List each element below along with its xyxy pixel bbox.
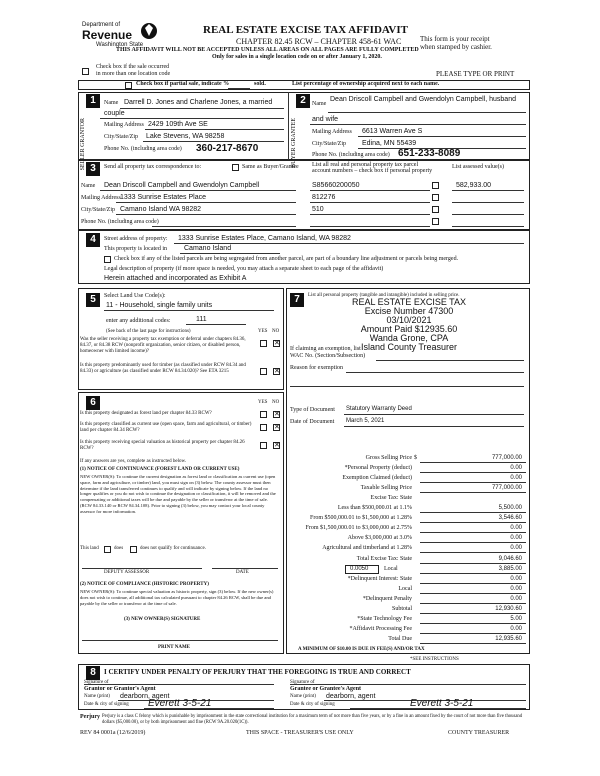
partial-sale-label: Check box if partial sale, indicate % (136, 81, 230, 87)
this-land-label: This land (80, 546, 99, 551)
tax-value-subtotal[interactable]: 12,930.60 (495, 606, 522, 612)
seller-name-field[interactable]: Darrell D. Jones and Charlene Jones, a married (124, 99, 273, 106)
does-not-label: does not qualify for continuance. (140, 546, 206, 551)
segregate-checkbox[interactable] (104, 256, 111, 263)
tax-label-exemption: Exemption Claimed (deduct) (342, 475, 412, 481)
grantor-agent-label: Grantor or Grantor's Agent (84, 686, 156, 692)
form-revision: REV 84 0001a (12/6/2019) (80, 730, 146, 736)
agency-state: Washington State (96, 42, 144, 48)
corr-city-field[interactable]: Camano Island WA 98282 (120, 206, 202, 213)
seller-phone-field[interactable]: 360-217-8670 (196, 143, 259, 154)
same-as-buyer-checkbox[interactable] (232, 164, 239, 171)
wac-label: WAC No. (Section/Subsection) (290, 353, 366, 359)
section-6-number: 6 (86, 396, 100, 410)
section-8-number: 8 (86, 666, 100, 680)
tax-value-total-state[interactable]: 9,046.60 (498, 556, 522, 562)
seller-phone-label: Phone No. (including area code) (104, 146, 182, 152)
doc-type-label: Type of Document (290, 407, 335, 413)
assessed-value[interactable]: 582,933.00 (456, 182, 492, 189)
partial-sale-checkbox[interactable] (125, 82, 132, 89)
tax-value-gross[interactable]: 777,000.00 (491, 455, 522, 461)
multi-loc-line2: in more than one location code (96, 71, 171, 77)
tax-value-tech-fee[interactable]: 5.00 (510, 616, 522, 622)
notice-continuance-title: (1) NOTICE OF CONTINUANCE (FOREST LAND OR CURRENT USE) (80, 467, 240, 472)
grantee-date-field[interactable]: Everett 3-5-21 (410, 698, 474, 709)
tax-label-taxable: Taxable Selling Price (360, 485, 412, 491)
sec6-q2-no[interactable]: ✕ (274, 424, 280, 431)
grantee-name-field[interactable]: dearborn, agent (326, 693, 376, 700)
assessed-header: List assessed value(s) (452, 164, 504, 170)
legal-label: Legal description of property (if more space is needed, you may attach a separate sheet to each page of the affidavit) (104, 266, 384, 272)
land-does-not-checkbox[interactable] (130, 546, 137, 553)
treasurer-stamp (304, 298, 514, 352)
treasurer-use-label: THIS SPACE - TREASURER'S USE ONLY (246, 730, 354, 736)
tax-value-total-due[interactable]: 12,935.60 (495, 636, 522, 642)
parcel-2[interactable]: 812276 (312, 194, 336, 201)
parcel-2-personal-checkbox[interactable] (432, 194, 439, 201)
tax-label-total-due: Total Due (388, 636, 412, 642)
tax-value-local[interactable]: 3,885.00 (498, 566, 522, 572)
does-label: does (114, 546, 124, 551)
tax-value-agricultural[interactable]: 0.00 (510, 545, 522, 551)
corr-name-field[interactable]: Dean Driscoll Campbell and Gwendolyn Campbell (104, 182, 260, 189)
legal-field[interactable]: Herein attached and incorporated as Exhibit A (104, 275, 247, 282)
located-field[interactable]: Camano Island (184, 245, 232, 252)
tax-label-subtotal: Subtotal (391, 606, 412, 612)
tax-value-penalty[interactable]: 0.00 (510, 596, 522, 602)
tax-label-total-state: Total Excise Tax: State (356, 556, 412, 562)
correspondence-label: Send all property tax correspondence to: (104, 164, 202, 170)
tax-label-tier3: From $1,500,000.01 to $3,000,000 at 2.75% (305, 525, 412, 531)
seller-grantor-label: SELLER GRANTOR (80, 118, 86, 171)
segregate-label: Check box if any of the listed parcels are being segregated from another parcel, are part of a boundary line adjustment or parcels being merged. (114, 256, 459, 262)
sec6-yes-header: YES (258, 400, 268, 405)
tax-label-interest-state: *Delinquent Interest: State (347, 576, 412, 582)
additional-codes-label: enter any additional codes: (106, 318, 171, 324)
see-instructions-note: *SEE INSTRUCTIONS (410, 657, 459, 662)
tax-value-processing-fee[interactable]: 0.00 (510, 626, 522, 632)
tax-label-personal: *Personal Property (deduct) (344, 465, 412, 471)
tax-label-interest-local: Local (398, 586, 412, 592)
parcel-1[interactable]: S85660200050 (312, 182, 360, 189)
grantor-name-label: Name (print) (84, 694, 110, 699)
doc-type-field[interactable]: Statutory Warranty Deed (346, 406, 412, 412)
multi-loc-line1: Check box if the sale occurred (96, 64, 170, 70)
seller-name-line2[interactable]: couple (104, 110, 125, 117)
sec6-q2: Is this property classified as current use (open space, farm and agricultural, or timber) land per chapter 84.34 RCW? (80, 422, 252, 433)
buyer-mail-label: Mailing Address (312, 129, 352, 135)
agency-dept: Department of (82, 22, 121, 28)
buyer-city-field[interactable]: Edina, MN 55439 (362, 140, 417, 147)
grantor-sig-label: Signature of (84, 680, 109, 685)
corr-city-label: City/State/Zip (81, 207, 115, 213)
sec5-q1-yes[interactable] (260, 340, 267, 347)
print-name-label: PRINT NAME (158, 645, 190, 650)
sec6-q1-no[interactable]: ✕ (274, 411, 280, 418)
sec6-q1-yes[interactable] (260, 411, 267, 418)
sec6-q3: Is this property receiving special valuation as historical property per chapter 84.26 RCW? (80, 440, 245, 451)
sold-label: sold. (254, 81, 266, 87)
certify-statement: I CERTIFY UNDER PENALTY OF PERJURY THAT THE FOREGOING IS TRUE AND CORRECT (104, 668, 411, 676)
dollar-sign: $ (414, 455, 417, 461)
seller-mail-label: Mailing Address (104, 122, 144, 128)
corr-mail-field[interactable]: 1333 Sunrise Estates Place (120, 194, 206, 201)
sec5-q2-no[interactable]: ✕ (274, 368, 280, 375)
seller-name-label: Name (104, 100, 119, 106)
stamp-line-5: Wanda Grone, CPA (369, 333, 449, 343)
tax-value-tier1[interactable]: 5,500.00 (498, 505, 522, 511)
tax-label-tier1: Less than $500,000.01 at 1.1% (337, 505, 412, 511)
agency-name: Revenue (82, 28, 133, 42)
print-note: PLEASE TYPE OR PRINT (436, 70, 515, 78)
stamp-line-4: Amount Paid $12935.60 (360, 324, 458, 334)
tax-label-penalty: *Delinquent Penalty (362, 596, 412, 602)
receipt-note-1: This form is your receipt (420, 35, 490, 43)
tax-value-taxable[interactable]: 777,000.00 (491, 485, 522, 491)
buyer-name-field[interactable]: Dean Driscoll Campbell and Gwendolyn Campbell, husband (330, 96, 516, 103)
buyer-name-label: Name (312, 101, 327, 107)
buyer-phone-label: Phone No. (including area code) (312, 152, 390, 158)
tax-label-processing-fee: *Affidavit Processing Fee (349, 626, 412, 632)
ownership-label: List percentage of ownership acquired next to each name. (292, 81, 440, 87)
doc-date-field[interactable]: March 5, 2021 (346, 418, 385, 424)
buyer-phone-field[interactable]: 651-233-8089 (398, 148, 461, 159)
grantee-date-label: Date & city of signing (290, 702, 335, 707)
exemption-label: If claiming an exemption, list (290, 346, 361, 352)
grantee-sig-label: Signature of (290, 680, 315, 685)
wa-logo-icon (140, 20, 158, 42)
sec6-no-header: NO (272, 400, 280, 405)
parcel-header-2: account numbers – check box if personal property (312, 168, 433, 174)
land-use-label: Select Land Use Code(s): (104, 293, 166, 299)
located-label: This property is located in (104, 246, 167, 252)
buyer-name-line2[interactable]: and wife (312, 116, 339, 123)
grantee-name-label: Name (print) (290, 694, 316, 699)
stamp-line-2: Excise Number 47300 (364, 306, 454, 316)
local-rate-field[interactable]: 0.0050 (350, 566, 369, 572)
buyer-mail-field[interactable]: 6613 Warren Ave S (362, 128, 423, 135)
stamp-line-3: 03/10/2021 (386, 315, 432, 325)
deputy-assessor-label: DEPUTY ASSESSOR (104, 570, 150, 575)
street-label: Street address of property: (104, 236, 168, 242)
seller-city-label: City/State/Zip (104, 134, 138, 140)
street-field[interactable]: 1333 Sunrise Estates Place, Camano Island, WA 98282 (178, 235, 351, 242)
sec6-q1: Is this property designated as forest land per chapter 84.33 RCW? (80, 411, 212, 416)
additional-codes-field[interactable]: 111 (196, 316, 207, 323)
sec5-no-header: NO (272, 329, 280, 334)
tax-value-tier2[interactable]: 3,546.60 (498, 515, 522, 521)
receipt-note-2: when stamped by cashier. (420, 43, 492, 51)
land-use-field[interactable]: 11 - Household, single family units (106, 302, 213, 309)
reason-label: Reason for exemption (290, 365, 343, 371)
section-1-number: 1 (86, 94, 100, 108)
form-subtitle: CHAPTER 82.45 RCW – CHAPTER 458-61 WAC (236, 37, 402, 46)
parcel-header-1: List all real and personal property tax parcel (312, 162, 419, 168)
see-back-note: (See back of the last page for instructions) (106, 329, 191, 334)
tax-value-personal[interactable]: 0.00 (510, 465, 522, 471)
tax-value-exemption[interactable]: 0.00 (510, 475, 522, 481)
sec6-q3-yes[interactable] (260, 442, 267, 449)
buyer-grantee-label: BUYER GRANTEE (291, 118, 297, 168)
form-title: REAL ESTATE EXCISE TAX AFFIDAVIT (203, 24, 408, 36)
grantor-name-field[interactable]: dearborn, agent (120, 693, 170, 700)
multi-location-checkbox[interactable] (82, 68, 89, 75)
grantee-agent-label: Grantee or Grantee's Agent (290, 686, 362, 692)
tax-value-tier4[interactable]: 0.00 (510, 535, 522, 541)
new-owner-signature-label: (3) NEW OWNER(S) SIGNATURE (124, 617, 201, 622)
perjury-text: Perjury is a class C felony which is punishable by imprisonment in the state correctional institution for a maximum term of not more than five years, or by a fine in an amount fixed by the court of not more than five thousand dollars ($5,000.00), or by both imprisonment and fine (RCW 9A.20.020(1C)). (102, 714, 523, 725)
sec5-q2-yes[interactable] (260, 368, 267, 375)
only-for-text: Only for sales in a single location code on or after January 1, 2020. (212, 54, 382, 60)
section-5-number: 5 (86, 293, 100, 307)
tax-label-agricultural: Agricultural and timberland at 1.28% (322, 545, 412, 551)
tax-label-local: Local (384, 566, 398, 572)
deputy-date-label: DATE (236, 570, 249, 575)
section-2-number: 2 (296, 94, 310, 108)
same-as-buyer-label: Same as Buyer/Grantee (242, 164, 299, 170)
parcel-3-personal-checkbox[interactable] (432, 206, 439, 213)
parcel-4-personal-checkbox[interactable] (432, 218, 439, 225)
doc-date-label: Date of Document (290, 419, 335, 425)
notice-continuance-body: NEW OWNER(S): To continue the current designation as forest land or classification as current use (open space, farm and agriculture, or timber) land, you must sign on (3) below. The county assessor must then determine if the land transferred continues to qualify and will indicate by signing below. If the land no longer qualifies or you do not wish to continue the designation or classification, it will be removed and the compensating or additional taxes will be due and payable by the seller or transferor at the time of sale. (RCW 84.33.140 or RCW 84.34.108). Prior to signing (3) below, you may contact your local county assessor for more information. (80, 474, 276, 514)
stamp-line-1: REAL ESTATE EXCISE TAX (351, 297, 467, 307)
personal-property-label: List all personal property (tangible and intangible) included in selling price. (308, 293, 460, 298)
stamp-line-6: Island County Treasurer (360, 342, 458, 352)
section-3-number: 3 (86, 162, 100, 176)
minimum-due-note: A MINIMUM OF $10.00 IS DUE IN FEE(S) AND/OR TAX (298, 647, 425, 652)
tax-value-tier3[interactable]: 0.00 (510, 525, 522, 531)
section-7-number: 7 (290, 293, 304, 307)
tax-label-state-header: Excise Tax: State (370, 495, 412, 501)
land-does-checkbox[interactable] (104, 546, 111, 553)
tax-value-interest-local[interactable]: 0.00 (510, 586, 522, 592)
tax-label-gross: Gross Selling Price (365, 455, 412, 461)
corr-mail-label: Mailing Address (81, 195, 121, 201)
seller-city-field[interactable]: Lake Stevens, WA 98258 (146, 133, 225, 140)
grantor-date-label: Date & city of signing (84, 702, 129, 707)
sec5-q2: Is this property predominantly used for timber (as classified under RCW 84.34 and 84.33) or agriculture (as classified under RCW 84.34.020)? See ETA 3215 (80, 363, 246, 374)
notice-compliance-title: (2) NOTICE OF COMPLIANCE (HISTORIC PROPERTY) (80, 582, 209, 587)
tax-label-tech-fee: *State Technology Fee (357, 616, 412, 622)
sec6-if-yes: If any answers are yes, complete as instructed below. (80, 459, 187, 464)
warning-text: THIS AFFIDAVIT WILL NOT BE ACCEPTED UNLESS ALL AREAS ON ALL PAGES ARE FULLY COMPLETED (116, 47, 419, 53)
corr-phone-label: Phone No. (including area code) (81, 219, 159, 225)
perjury-label: Perjury (80, 714, 100, 720)
tax-label-tier4: Above $3,000,000 at 3.0% (347, 535, 412, 541)
grantor-date-field[interactable]: Everett 3-5-21 (148, 698, 212, 709)
parcel-3[interactable]: 510 (312, 206, 324, 213)
sec5-yes-header: YES (258, 329, 268, 334)
corr-name-label: Name (81, 183, 96, 189)
tax-label-tier2: From $500,000.01 to $1,500,000 at 1.28% (310, 515, 412, 521)
section-4-number: 4 (86, 233, 100, 247)
sec5-q1-no[interactable]: ✕ (274, 340, 280, 347)
parcel-1-personal-checkbox[interactable] (432, 182, 439, 189)
sec6-q3-no[interactable]: ✕ (274, 442, 280, 449)
buyer-city-label: City/State/Zip (312, 141, 346, 147)
county-treasurer-label: COUNTY TREASURER (448, 730, 510, 736)
notice-compliance-body: NEW OWNER(S): To continue special valuation as historic property, sign (3) below. If the new owner(s) does not wish to continue, all additional tax calculated pursuant to chapter 84.26 RCW, shall be due and payable by the seller or transferor at the time of sale. (80, 589, 274, 606)
sec6-q2-yes[interactable] (260, 424, 267, 431)
sec5-q1: Was the seller receiving a property tax exemption or deferral under chapters 84.36, 84.37, or 84.38 RCW (nonprofit organization, senior citizen, or disabled person, homeowner with limited income)? (80, 337, 246, 354)
seller-mail-field[interactable]: 2429 109th Ave SE (148, 121, 208, 128)
tax-value-interest-state[interactable]: 0.00 (510, 576, 522, 582)
